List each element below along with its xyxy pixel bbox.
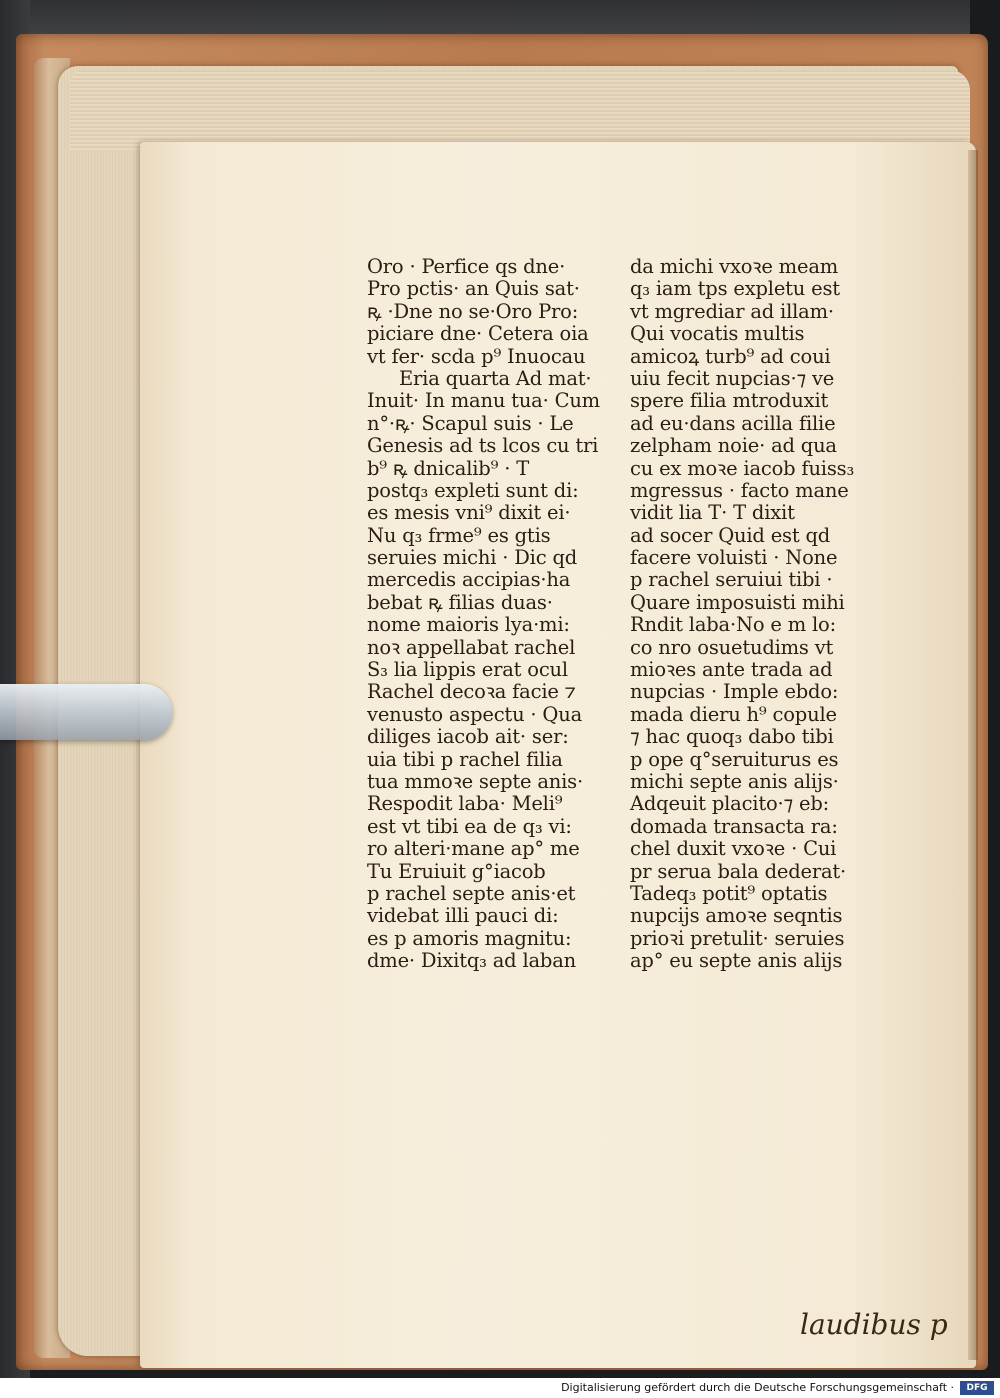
text-line: b⁹ ꝶ dnicalib⁹ · T <box>367 456 529 480</box>
text-line: domada transacta ra: <box>630 814 838 838</box>
text-line: p rachel seruiui tibi · <box>630 568 833 592</box>
text-line: ⁊ hac quoq₃ dabo tibi <box>630 725 834 749</box>
text-line: es mesis vni⁹ dixit ei· <box>367 501 571 525</box>
text-line: mgressus · facto mane <box>630 478 849 502</box>
text-line: chel duxit vxoꝛe · Cui <box>630 837 837 861</box>
handwritten-catchword: laudibus p <box>800 1308 948 1341</box>
text-line: diliges iacob ait· ser: <box>367 725 569 749</box>
text-line: Rndit laba·No e m lo: <box>630 613 836 637</box>
text-line: tua mmoꝛe septe anis· <box>367 769 583 793</box>
footer-credit: Digitalisierung gefördert durch die Deutsche Forschungsgemeinschaft · <box>561 1381 954 1394</box>
text-line: nupcijs amoꝛe seqntis <box>630 904 843 928</box>
text-line: Adqeuit placito·⁊ eb: <box>630 792 829 816</box>
text-line: es p amoris magnitu: <box>367 926 572 950</box>
text-line: p rachel septe anis·et <box>367 881 576 905</box>
text-line: vidit lia T· T dixit <box>630 501 795 525</box>
text-line: bebat ꝶ filias duas· <box>367 590 553 614</box>
text-line: michi septe anis alijs· <box>630 769 839 793</box>
text-line: Pro pctis· an Quis sat· <box>367 277 580 301</box>
text-line: Tu Eruiuit g°iacob <box>367 859 546 883</box>
text-line: Eria quarta Ad mat· <box>399 366 592 390</box>
text-column-right <box>630 256 872 973</box>
text-line: pr serua bala dederat· <box>630 859 847 883</box>
text-line: ap° eu septe anis alijs <box>630 949 843 973</box>
text-line: uiu fecit nupcias·⁊ ve <box>630 366 835 390</box>
text-line: noꝛ appellabat rachel <box>367 635 576 659</box>
page-fold <box>968 150 978 1360</box>
page-stack-top <box>70 70 970 150</box>
digitization-footer <box>0 1378 1000 1398</box>
text-line: Rachel decoꝛa facie ⁊ <box>367 680 576 704</box>
text-line: ad eu·dans acilla filie <box>630 411 836 435</box>
text-line: S₃ lia lippis erat ocul <box>367 658 568 682</box>
text-line: uia tibi p rachel filia <box>367 747 563 771</box>
text-line: Oro · Perfice qs dne· <box>367 255 566 278</box>
text-line: videbat illi pauci di: <box>367 904 559 928</box>
page-holder-strip <box>0 684 172 740</box>
text-column-left <box>367 256 603 973</box>
text-line: cu ex moꝛe iacob fuiss₃ <box>630 456 855 480</box>
text-line: ꝶ ·Dne no se·Oro Pro: <box>367 299 579 323</box>
text-line: spere filia mtroduxit <box>630 389 829 413</box>
text-line: vt mgrediar ad illam· <box>630 299 834 323</box>
text-line: amicoꝝ turb⁹ ad coui <box>630 344 831 368</box>
text-line: zelpham noie· ad qua <box>630 434 837 458</box>
text-line: postq₃ expleti sunt di: <box>367 478 579 502</box>
text-line: Nu q₃ frme⁹ es gtis <box>367 523 551 547</box>
text-line: est vt tibi ea de q₃ vi: <box>367 814 572 838</box>
text-line: Genesis ad ts lcos cu tri <box>367 434 599 458</box>
text-line: co nro osuetudims vt <box>630 635 834 659</box>
text-line: prioꝛi pretulit· seruies <box>630 926 845 950</box>
text-line: mioꝛes ante trada ad <box>630 658 833 682</box>
text-line: q₃ iam tps expletu est <box>630 277 840 301</box>
text-line: mercedis accipias·ha <box>367 568 571 592</box>
dfg-logo: DFG <box>960 1381 994 1395</box>
text-line: Tadeq₃ potit⁹ optatis <box>630 881 828 905</box>
text-line: seruies michi · Dic qd <box>367 546 578 570</box>
text-line: Qui vocatis multis <box>630 322 805 346</box>
text-line: ad socer Quid est qd <box>630 523 831 547</box>
text-line: nome maioris lya·mi: <box>367 613 570 637</box>
text-line: p ope q°seruiturus es <box>630 747 839 771</box>
text-line: piciare dne· Cetera oia <box>367 322 589 346</box>
text-line: Respodit laba· Meli⁹ <box>367 792 563 816</box>
text-line: vt fer· scda p⁹ Inuocau <box>367 344 586 368</box>
text-line: Quare imposuisti mihi <box>630 590 845 614</box>
text-line: ro alteri·mane ap° me <box>367 837 580 861</box>
text-line: venusto aspectu · Qua <box>367 702 582 726</box>
text-line: mada dieru h⁹ copule <box>630 702 837 726</box>
text-line: da michi vxoꝛe meam <box>630 255 839 278</box>
text-line: Inuit· In manu tua· Cum <box>367 389 600 413</box>
text-line: facere voluisti · None <box>630 546 838 570</box>
text-line: dme· Dixitq₃ ad laban <box>367 949 576 973</box>
text-line: nupcias · Imple ebdo: <box>630 680 839 704</box>
text-line: n°·ꝶ· Scapul suis · Le <box>367 411 574 435</box>
